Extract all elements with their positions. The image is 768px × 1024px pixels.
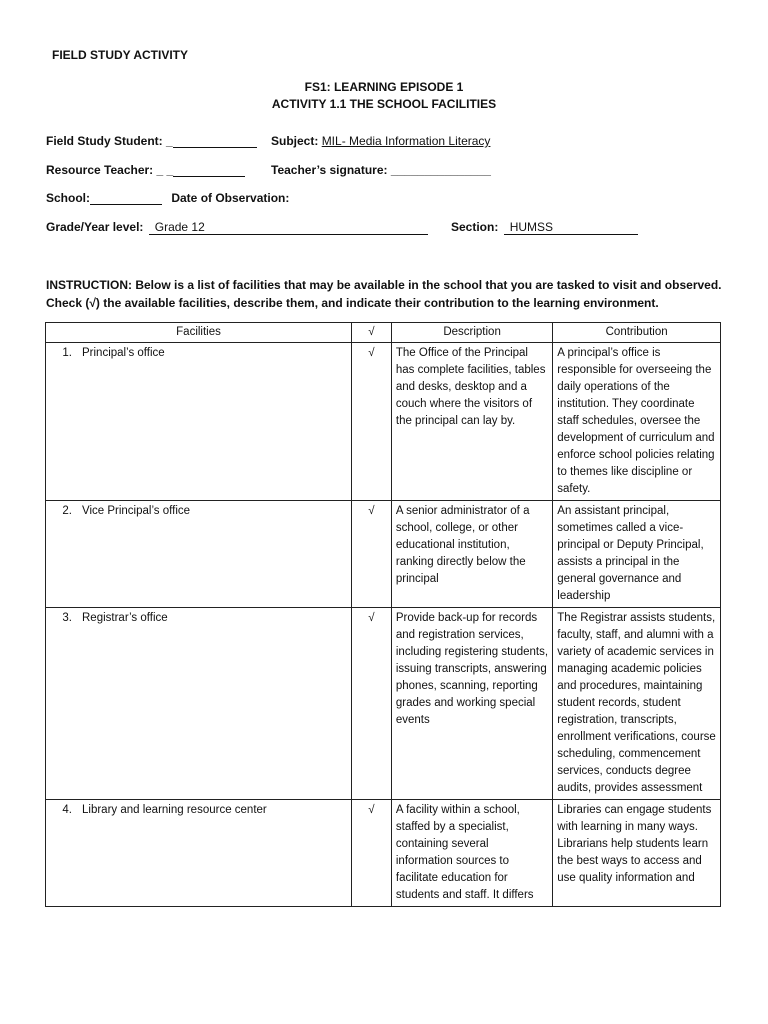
school-label: School: xyxy=(46,191,90,205)
date-label: Date of Observation: xyxy=(171,191,290,205)
description-cell: Provide back-up for records and registration services, including registering students, issuing transcripts, answering phones, scanning, reporting grades and working special events xyxy=(391,608,552,800)
instruction-text: INSTRUCTION: Below is a list of facilities that may be available in the school that you are tasked to visit and observed. Check (√) the available facilities, describe them, and indicate their contribution to the learning environment. xyxy=(46,278,722,310)
section-label: Section: xyxy=(451,220,499,234)
description-cell: The Office of the Principal has complete facilities, tables and desks, desktop and a couch where the visitors of the principal can lay by. xyxy=(391,343,552,501)
subject-label: Subject: xyxy=(271,134,319,148)
teacher-label: Resource Teacher: _ _ xyxy=(46,163,174,177)
signature-label: Teacher’s signature: _______________ xyxy=(271,163,491,177)
facility-name: Vice Principal’s office xyxy=(82,505,191,517)
facility-name: Library and learning resource center xyxy=(82,804,267,816)
subject-value: MIL- Media Information Literacy xyxy=(321,134,491,148)
table-row xyxy=(46,501,721,608)
contribution-cell: The Registrar assists students, faculty, staff, and alumni with a variety of academic services in managing academic policies and procedures, maintaining student records, student registration, transcripts, enrollment verifications, course scheduling, commencement services, conducts degree audits, provides assessment xyxy=(553,608,721,800)
table-row xyxy=(46,800,721,907)
field-subject-row xyxy=(271,134,490,148)
student-blank xyxy=(173,135,257,148)
section-value: HUMSS xyxy=(504,220,638,235)
grade-label: Grade/Year level: xyxy=(46,220,144,234)
facility-name: Principal’s office xyxy=(82,347,165,359)
episode-title: FS1: LEARNING EPISODE 1 xyxy=(304,80,464,94)
field-teacher-row xyxy=(46,163,245,177)
teacher-blank xyxy=(173,164,245,177)
check-cell: √ xyxy=(352,608,392,800)
field-section-row xyxy=(451,220,638,235)
row-number: 4. xyxy=(62,804,72,816)
field-school-row xyxy=(46,191,289,205)
contribution-cell: A principal’s office is responsible for overseeing the daily operations of the institution. They coordinate staff schedules, oversee the development of curriculum and enforce school policies relating to themes like discipline or safety. xyxy=(553,343,721,501)
facility-cell xyxy=(46,343,352,501)
description-cell: A senior administrator of a school, college, or other educational institution, ranking directly below the principal xyxy=(391,501,552,608)
table-row xyxy=(46,343,721,501)
facility-cell xyxy=(46,800,352,907)
activity-title: ACTIVITY 1.1 THE SCHOOL FACILITIES xyxy=(271,97,497,111)
row-number: 1. xyxy=(62,347,72,359)
field-signature-row xyxy=(271,163,491,177)
field-student-row xyxy=(46,134,257,148)
check-cell: √ xyxy=(352,800,392,907)
check-cell: √ xyxy=(352,501,392,608)
check-cell: √ xyxy=(352,343,392,501)
header-check: √ xyxy=(352,323,392,343)
description-cell: A facility within a school, staffed by a specialist, containing several information sources to facilitate education for students and staff. It differs xyxy=(391,800,552,907)
student-label: Field Study Student: _ xyxy=(46,134,173,148)
header-facilities: Facilities xyxy=(46,323,352,343)
facilities-table xyxy=(45,322,721,907)
grade-value: Grade 12 xyxy=(149,220,428,235)
header-description: Description xyxy=(391,323,552,343)
contribution-cell: An assistant principal, sometimes called a vice-principal or Deputy Principal, assists a principal in the general governance and leadership xyxy=(553,501,721,608)
header-contribution: Contribution xyxy=(553,323,721,343)
contribution-cell: Libraries can engage students with learning in many ways. Librarians help students learn the best ways to access and use quality information and xyxy=(553,800,721,907)
table-header-row xyxy=(46,323,721,343)
field-grade-row xyxy=(46,220,428,235)
page-heading: FIELD STUDY ACTIVITY xyxy=(52,48,189,62)
facility-name: Registrar’s office xyxy=(82,612,168,624)
facility-cell xyxy=(46,608,352,800)
facility-cell xyxy=(46,501,352,608)
table-row xyxy=(46,608,721,800)
row-number: 2. xyxy=(62,505,72,517)
school-blank xyxy=(90,192,162,205)
row-number: 3. xyxy=(62,612,72,624)
